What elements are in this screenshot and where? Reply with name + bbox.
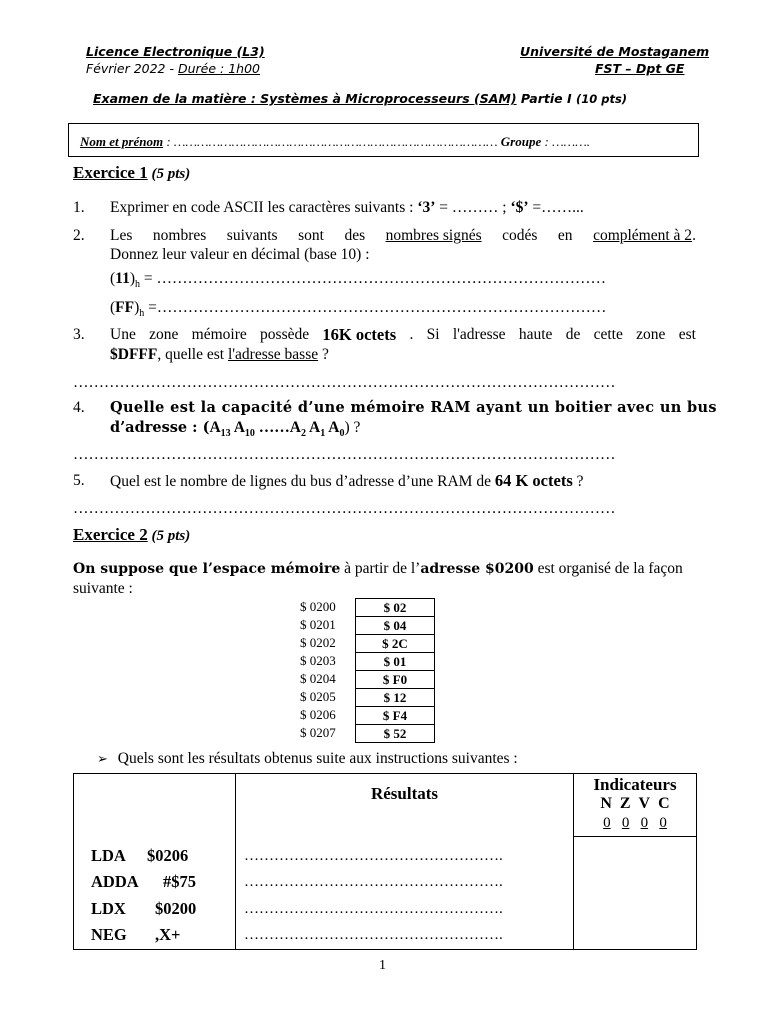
group-field[interactable]: : ………. <box>541 134 591 149</box>
result-answer-line[interactable]: ……………………………………………. <box>244 900 503 917</box>
value-ffh: $(FF)_h$ =…………………………………………………………………………… <box>110 299 607 320</box>
exercise-2-title: Exercice 2 (5 pts) <box>73 525 191 544</box>
flags-header: Indicateurs N Z V C 0 0 0 0 <box>574 774 697 837</box>
header-university: Université de Mostaganem <box>520 44 710 59</box>
instruction-row: LDX $0200 <box>91 898 197 918</box>
instructions-cell <box>74 837 236 950</box>
instruction-row: NEG ,X+ <box>91 925 181 944</box>
exam-title: Examen de la matière : Systèmes à Microprocesseurs (SAM) Partie I (10 pts) <box>93 91 628 106</box>
page-number: 1 <box>379 958 386 973</box>
name-label: Nom et prénom <box>80 134 164 149</box>
results-table <box>73 773 697 950</box>
flags-answer-cell[interactable] <box>574 837 697 950</box>
memory-row: $ 0205 $ 12 <box>300 688 435 706</box>
name-box <box>68 123 699 157</box>
result-answer-line[interactable]: ……………………………………………. <box>244 847 503 864</box>
memory-row: $ 0204 $ F0 <box>300 670 435 688</box>
memory-row: $ 0202 $ 2C <box>300 634 435 652</box>
memory-row: $ 0200 $ 02 <box>300 598 435 616</box>
group-label: Groupe <box>500 134 542 149</box>
result-answer-line[interactable]: ……………………………………………. <box>244 927 503 943</box>
arrow-bullet-icon: ➢ <box>97 752 108 767</box>
memory-row: $ 0206 $ F4 <box>300 706 435 724</box>
memory-row: $ 0207 $ 52 <box>300 724 435 742</box>
answer-line-3[interactable]: …………………………………………………………………………………………… <box>73 374 616 391</box>
memory-row: $ 0201 $ 04 <box>300 616 435 634</box>
results-header: Résultats <box>236 774 574 837</box>
memory-row: $ 0203 $ 01 <box>300 652 435 670</box>
header-date: Février 2022 - Durée : 1h00 <box>86 61 260 76</box>
instruction-row: LDA $0206 <box>91 845 189 865</box>
name-field[interactable]: : ………………………………………………………………………… <box>163 134 498 149</box>
exercise-2-question: ➢ Quels sont les résultats obtenus suite aux instructions suivantes : <box>97 750 518 767</box>
answer-line-5[interactable]: …………………………………………………………………………………………… <box>73 500 616 517</box>
exercise-1-title: Exercice 1 (5 pts) <box>73 163 191 182</box>
results-cell <box>236 837 574 950</box>
result-answer-line[interactable]: ……………………………………………. <box>244 874 503 890</box>
memory-table <box>300 598 435 742</box>
value-11h: $(11)_h$ = …………………………………………………………………………… <box>110 270 606 291</box>
answer-line-4[interactable]: …………………………………………………………………………………………… <box>73 446 616 463</box>
header-program: Licence Electronique (L3) <box>86 44 265 59</box>
header-department: FST – Dpt GE <box>595 61 685 76</box>
exercise-2-intro: On suppose que l’espace mémoire à partir de l’adresse $0200 est organisé de la façon suivante : <box>73 560 683 597</box>
instruction-row: ADDA #$75 <box>91 872 196 891</box>
